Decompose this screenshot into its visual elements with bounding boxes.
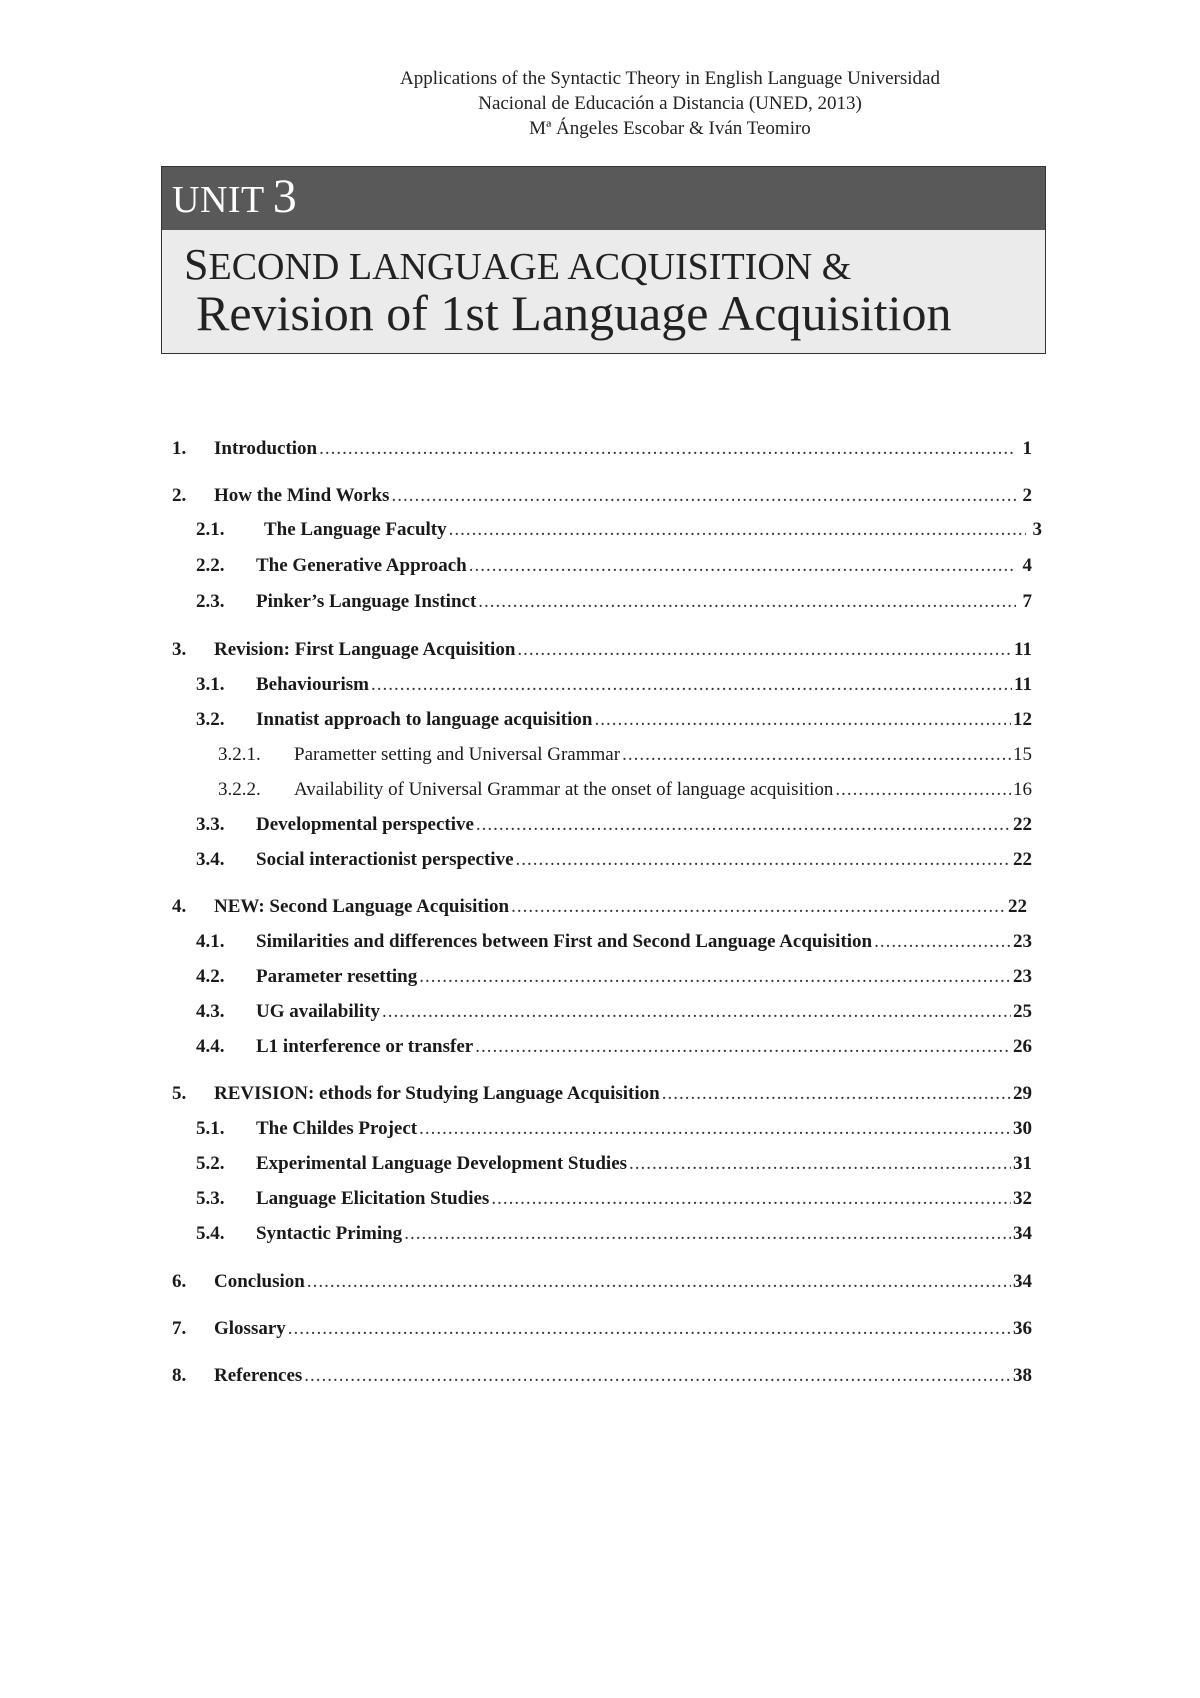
toc-entry[interactable] [196, 1223, 1032, 1251]
toc-leader [476, 814, 1011, 836]
toc-number: 4.1. [196, 931, 225, 952]
toc-leader [307, 1271, 1011, 1293]
toc-number: 8. [172, 1365, 187, 1386]
unit-subtitle: Revision of 1st Language Acquisition [196, 285, 952, 341]
toc-title: The Language Faculty [264, 519, 447, 540]
toc-entry[interactable] [172, 1365, 1032, 1393]
toc-title: UG availability [256, 1001, 381, 1022]
toc-page: 2 [1022, 485, 1032, 506]
toc-leader [594, 709, 1011, 731]
toc-page: 34 [1013, 1223, 1032, 1244]
toc-title: NEW: Second Language Acquisition [214, 896, 510, 917]
toc-entry[interactable] [196, 849, 1032, 877]
header-line-1: Applications of the Syntactic Theory in English Language Universidad [400, 68, 940, 89]
toc-title: Social interactionist perspective [256, 849, 514, 870]
toc-leader [449, 519, 1026, 541]
toc-leader [419, 966, 1011, 988]
toc-page: 32 [1013, 1188, 1032, 1209]
unit-title [184, 240, 852, 289]
toc-page: 11 [1014, 639, 1032, 660]
toc-page: 15 [1013, 744, 1032, 765]
toc-entry[interactable] [218, 779, 1032, 807]
toc-number: 4. [172, 896, 187, 917]
toc-title: Glossary [214, 1318, 286, 1339]
unit-title-initial: S [184, 240, 209, 289]
toc-number: 2.2. [196, 555, 225, 576]
toc-leader [516, 849, 1011, 871]
toc-leader [511, 896, 1006, 918]
toc-leader [835, 779, 1011, 801]
toc-number: 1. [172, 438, 187, 459]
toc-page: 26 [1013, 1036, 1032, 1057]
toc-number: 2.1. [196, 519, 225, 540]
toc-number: 4.3. [196, 1001, 225, 1022]
toc-entry[interactable] [172, 1083, 1032, 1111]
toc-number: 4.4. [196, 1036, 225, 1057]
toc-leader [288, 1318, 1011, 1340]
toc-entry[interactable] [172, 438, 1032, 466]
toc-page: 34 [1013, 1271, 1032, 1292]
toc-leader [371, 674, 1012, 696]
toc-leader [391, 485, 1016, 507]
toc-title: Similarities and differences between First and Second Language Acquisition [256, 931, 873, 952]
toc-page: 29 [1013, 1083, 1032, 1104]
toc-leader [491, 1188, 1011, 1210]
toc-title: Language Elicitation Studies [256, 1188, 490, 1209]
toc-title: The Generative Approach [256, 555, 467, 576]
toc-page: 22 [1013, 849, 1032, 870]
toc-entry[interactable] [196, 1001, 1032, 1029]
toc-title: The Childes Project [256, 1118, 418, 1139]
toc-page: 1 [1022, 438, 1032, 459]
toc-page: 12 [1013, 709, 1032, 730]
toc-number: 5.3. [196, 1188, 225, 1209]
toc-leader [382, 1001, 1011, 1023]
unit-title-box [161, 166, 1046, 354]
toc-page: 23 [1013, 931, 1032, 952]
toc-number: 3.4. [196, 849, 225, 870]
toc-title: Innatist approach to language acquisition [256, 709, 593, 730]
toc-title: REVISION: ethods for Studying Language Acquisition [214, 1083, 660, 1104]
toc-entry[interactable] [196, 966, 1032, 994]
toc-entry[interactable] [196, 555, 1032, 583]
toc-number: 2.3. [196, 591, 225, 612]
toc-title: Revision: First Language Acquisition [214, 639, 516, 660]
toc-number: 6. [172, 1271, 187, 1292]
toc-leader [419, 1118, 1011, 1140]
toc-entry[interactable] [196, 709, 1032, 737]
toc-number: 5.2. [196, 1153, 225, 1174]
toc-leader [874, 931, 1011, 953]
toc-number: 3.3. [196, 814, 225, 835]
toc-number: 3.2.1. [218, 744, 261, 765]
toc-title: Pinker’s Language Instinct [256, 591, 477, 612]
unit-title-rest: ECOND LANGUAGE ACQUISITION & [208, 246, 852, 288]
toc-page: 38 [1013, 1365, 1032, 1386]
toc-page: 22 [1008, 896, 1027, 917]
toc-entry[interactable] [196, 591, 1032, 619]
toc-page: 36 [1013, 1318, 1032, 1339]
toc-title: How the Mind Works [214, 485, 390, 506]
toc-entry[interactable] [196, 519, 1042, 547]
toc-title: Behaviourism [256, 674, 369, 695]
toc-number: 2. [172, 485, 187, 506]
header-line-2: Nacional de Educación a Distancia (UNED, 2013) [478, 93, 862, 114]
unit-word: UNIT [172, 179, 265, 221]
toc-entry[interactable] [172, 1318, 1032, 1346]
toc-leader [469, 555, 1016, 577]
toc-entry[interactable] [196, 1153, 1032, 1181]
toc-entry[interactable] [196, 1188, 1032, 1216]
toc-title: Introduction [214, 438, 318, 459]
unit-band [162, 167, 1045, 230]
toc-title: Syntactic Priming [256, 1223, 403, 1244]
toc-page: 16 [1013, 779, 1032, 800]
running-header [340, 66, 1000, 141]
toc-number: 3.2. [196, 709, 225, 730]
unit-number: 3 [272, 170, 297, 223]
toc-number: 3. [172, 639, 187, 660]
toc-entry[interactable] [196, 814, 1032, 842]
toc-title: Developmental perspective [256, 814, 474, 835]
toc-number: 5. [172, 1083, 187, 1104]
toc-leader [478, 591, 1016, 613]
toc-number: 7. [172, 1318, 187, 1339]
toc-title: Availability of Universal Grammar at the onset of language acquisition [294, 779, 834, 800]
toc-page: 30 [1013, 1118, 1032, 1139]
header-line-3: Mª Ángeles Escobar & Iván Teomiro [529, 118, 811, 139]
toc-page: 25 [1013, 1001, 1032, 1022]
toc-page: 11 [1014, 674, 1032, 695]
toc-entry[interactable] [172, 639, 1032, 667]
unit-label [172, 170, 297, 223]
toc-leader [629, 1153, 1011, 1175]
toc-title: Parameter resetting [256, 966, 418, 987]
toc-page: 7 [1022, 591, 1032, 612]
toc-leader [404, 1223, 1011, 1245]
toc-title: Experimental Language Development Studies [256, 1153, 628, 1174]
toc-entry[interactable] [196, 1118, 1032, 1146]
toc-page: 31 [1013, 1153, 1032, 1174]
toc-entry[interactable] [218, 744, 1032, 772]
toc-title: Parametter setting and Universal Grammar [294, 744, 621, 765]
toc-leader [517, 639, 1012, 661]
toc-number: 3.1. [196, 674, 225, 695]
toc-page: 3 [1032, 519, 1042, 540]
toc-entry[interactable] [196, 1036, 1032, 1064]
toc-entry[interactable] [172, 896, 1027, 924]
toc-number: 3.2.2. [218, 779, 261, 800]
toc-entry[interactable] [172, 485, 1032, 513]
toc-leader [662, 1083, 1011, 1105]
toc-title: L1 interference or transfer [256, 1036, 474, 1057]
toc-page: 22 [1013, 814, 1032, 835]
toc-leader [475, 1036, 1011, 1058]
toc-title: Conclusion [214, 1271, 305, 1292]
toc-leader [622, 744, 1011, 766]
toc-number: 5.1. [196, 1118, 225, 1139]
toc-number: 5.4. [196, 1223, 225, 1244]
toc-number: 4.2. [196, 966, 225, 987]
toc-entry[interactable] [196, 674, 1032, 702]
toc-leader [304, 1365, 1011, 1387]
toc-title: References [214, 1365, 303, 1386]
toc-page: 4 [1022, 555, 1032, 576]
toc-leader [319, 438, 1016, 460]
toc-page: 23 [1013, 966, 1032, 987]
toc-entry[interactable] [172, 1271, 1032, 1299]
toc-entry[interactable] [196, 931, 1032, 959]
